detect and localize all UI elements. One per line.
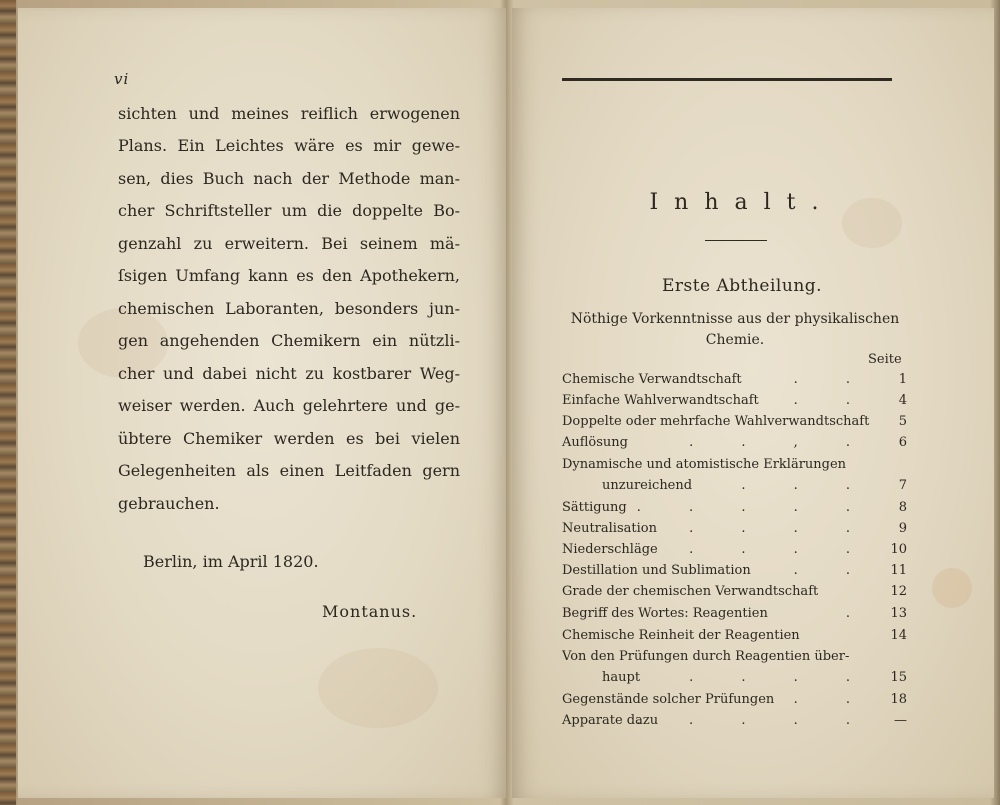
toc-leader-dots: . . . . [689,542,872,557]
paper-stain [318,648,438,728]
toc-entry-title: Destillation und Sublimation [562,563,751,578]
book-edge [0,0,16,805]
page-column-label: Seite [868,352,902,367]
toc-entry-page: 6 [898,435,907,450]
toc-entry-title: Niederschläge [562,542,658,557]
section-subtitle [560,309,910,351]
toc-entry-title: Neutralisation [562,521,657,536]
text-line: sichten und meines reiflich erwogenen [118,104,460,123]
left-page [18,8,506,798]
toc-entry-title: Apparate dazu [562,713,659,728]
toc-entry-page: — [894,713,907,728]
author-signature: Montanus. [322,602,418,621]
toc-leader-dots: . . . . . [636,713,872,728]
toc-leader-dots: . . , . [689,435,872,450]
toc-entry [562,521,907,541]
toc-entry-title: haupt [602,670,641,685]
section-heading: Erste Abtheilung. [661,276,823,296]
toc-entry [562,606,907,626]
text-line: sen, dies Buch nach der Methode man- [118,169,460,188]
toc-entry [562,713,907,733]
toc-entry [562,500,907,520]
toc-entry-page: 18 [890,692,907,707]
toc-entry [562,649,907,669]
toc-leader-dots: . . [793,692,872,707]
toc-entry-title: Chemische Reinheit der Reagentien [562,628,800,643]
right-page [512,8,994,798]
toc-entry-page: 12 [890,584,907,599]
header-rule [562,78,892,81]
toc-entry-page: 14 [890,628,907,643]
toc-entry [562,692,907,712]
toc-entry-page: 8 [898,500,907,515]
text-line: Gelegenheiten als einen Leitfaden gern [118,461,460,480]
text-line: genzahl zu erweitern. Bei seinem mä- [118,234,460,253]
toc-entry-title: Grade der chemischen Verwandtschaft [562,584,819,599]
toc-entry-page: 10 [890,542,907,557]
title-rule [705,240,767,241]
toc-entry-title: Begriff des Wortes: Reagentien [562,606,768,621]
text-line: ſsigen Umfang kann es den Apothekern, [118,266,460,285]
toc-entry-page: 1 [898,372,907,387]
toc-entry-page: 5 [898,414,907,429]
text-line: chemischen Laboranten, besonders jun- [118,299,460,318]
section-subtitle-line: Chemie. [705,332,765,348]
toc-leader-dots: . . [793,563,872,578]
toc-entry-title: Chemische Verwandtschaft [562,372,742,387]
toc-entry-page: 7 [898,478,907,493]
page-title: Inhalt. [649,190,835,215]
toc-leader-dots: . . [793,372,872,387]
text-line: übtere Chemiker werden es bei vielen [118,429,460,448]
paper-stain [932,568,972,608]
toc-entry-page: 13 [890,606,907,621]
toc-leader-dots: . . . . [689,670,872,685]
page-number: vi [114,70,130,88]
toc-entry-page: 11 [890,563,907,578]
toc-entry [562,414,907,434]
toc-leader-dots: . . . . [689,521,872,536]
toc-entry-page: 9 [898,521,907,536]
toc-entry-title: Sättigung [562,500,627,515]
text-line: gen angehenden Chemikern ein nützli- [118,331,460,350]
toc-leader-dots: . [845,606,872,621]
toc-entry [562,563,907,583]
toc-entry [562,584,907,604]
text-line: Plans. Ein Leichtes wäre es mir gewe- [118,136,460,155]
toc-entry [562,393,907,413]
toc-entry-continued [562,478,907,498]
toc-entry [562,435,907,455]
toc-leader-dots: . . [793,393,872,408]
text-line: gebrauchen. [118,494,220,513]
toc-entry-title: Auflösung [562,435,628,450]
text-line: cher Schriftsteller um die doppelte Bo- [118,201,460,220]
text-line: weiser werden. Auch gelehrtere und ge- [118,396,460,415]
toc-entry [562,628,907,648]
toc-entry-continued [562,670,907,690]
toc-entry-title: Dynamische und atomistische Erklärungen [562,457,847,472]
section-subtitle-line: Nöthige Vorkenntnisse aus der physikalischen [570,311,900,327]
toc-entry-title: Einfache Wahlverwandtschaft [562,393,759,408]
toc-entry-title: Gegenstände solcher Prüfungen [562,692,775,707]
toc-entry-page: 4 [898,393,907,408]
toc-entry-title: Von den Prüfungen durch Reagentien über- [562,649,850,664]
text-line: cher und dabei nicht zu kostbarer Weg- [118,364,460,383]
toc-entry-title: unzureichend [602,478,693,493]
toc-leader-dots: . . . . . [636,500,872,515]
toc-entry [562,372,907,392]
place-date: Berlin, im April 1820. [143,552,319,571]
toc-leader-dots: . . . [741,478,872,493]
toc-entry-page: 15 [890,670,907,685]
toc-entry [562,542,907,562]
toc-entry [562,457,907,477]
toc-entry-title: Doppelte oder mehrfache Wahlverwandtschaft [562,414,870,429]
